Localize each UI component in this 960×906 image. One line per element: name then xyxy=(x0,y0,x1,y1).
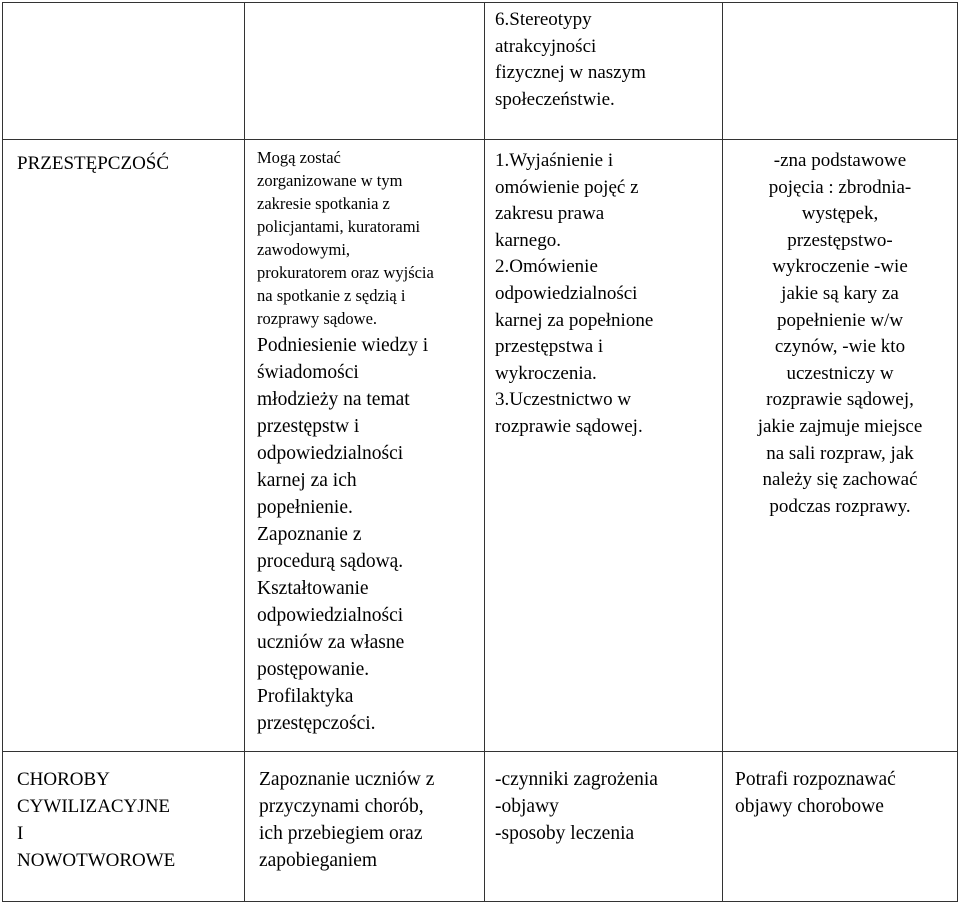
text-line: Potrafi rozpoznawać xyxy=(735,769,896,790)
text-line: młodzieży na temat xyxy=(257,389,410,410)
table-row-top xyxy=(3,3,958,140)
text-line: NOWOTWOROWE xyxy=(17,850,176,871)
description-text xyxy=(245,140,484,745)
text-line: ich przebiegiem oraz xyxy=(259,823,423,844)
top-content-text xyxy=(485,3,722,121)
text-line: zakresu prawa xyxy=(495,203,605,225)
description-text xyxy=(245,752,484,882)
table-row-przestepczosc xyxy=(3,140,958,752)
cell-outcomes xyxy=(723,752,958,902)
content-text xyxy=(485,140,722,449)
text-line: -sposoby leczenia xyxy=(495,823,635,844)
text-line: rozprawie sądowej, xyxy=(766,389,914,411)
text-line: na spotkanie z sędzią i xyxy=(257,286,406,305)
text-line: przyczynami chorób, xyxy=(259,796,424,817)
cell-top-content xyxy=(485,3,723,140)
text-line: odpowiedzialności xyxy=(257,443,404,464)
outcomes-text xyxy=(723,752,957,828)
cell-top-description xyxy=(245,3,485,140)
text-line: prokuratorem oraz wyjścia xyxy=(257,263,434,282)
text-line: pojęcia : zbrodnia- xyxy=(768,176,912,198)
text-line: odpowiedzialności xyxy=(257,605,404,626)
cell-description xyxy=(245,752,485,902)
text-line: Mogą zostać xyxy=(257,148,341,167)
text-line: jakie są kary za xyxy=(781,282,899,304)
category-label xyxy=(3,752,244,874)
text-line: -czynniki zagrożenia xyxy=(495,769,658,790)
cell-top-outcomes xyxy=(723,3,958,140)
text-line: Kształtowanie xyxy=(257,578,369,599)
text-line: przestępstwo- xyxy=(787,229,893,251)
cell-content xyxy=(485,752,723,902)
text-line: -objawy xyxy=(495,796,559,817)
cell-content xyxy=(485,140,723,752)
text-line: fizycznej w naszym xyxy=(495,62,646,84)
text-line: popełnienie w/w xyxy=(776,309,904,331)
text-line: karnej za popełnione xyxy=(495,309,654,331)
text-line: zorganizowane w tym xyxy=(257,171,403,190)
category-label: PRZESTĘPCZOŚĆ xyxy=(17,153,170,174)
cell-top-category xyxy=(3,3,245,140)
text-line: odpowiedzialności xyxy=(495,282,638,304)
text-line: wykroczenia. xyxy=(495,362,597,384)
text-line: wykroczenie -wie xyxy=(772,256,908,278)
text-line: atrakcyjności xyxy=(495,35,597,57)
text-line: rozprawie sądowej. xyxy=(495,415,643,437)
text-line: objawy chorobowe xyxy=(735,796,884,817)
text-line: jakie zajmuje miejsce xyxy=(757,415,923,437)
text-line: zakresie spotkania z xyxy=(257,194,390,213)
text-line: I xyxy=(17,823,24,844)
text-line: zawodowymi, xyxy=(257,240,351,259)
text-line: zapobieganiem xyxy=(259,850,378,871)
text-line: uczestniczy w xyxy=(786,362,894,384)
description-small-block xyxy=(257,146,472,330)
text-line: występek, xyxy=(801,203,879,225)
text-line: społeczeństwie. xyxy=(495,88,615,110)
text-line: 6.Stereotypy xyxy=(495,9,592,30)
text-line: karnego. xyxy=(495,229,561,251)
content-text xyxy=(485,752,722,855)
text-line: uczniów za własne xyxy=(257,632,405,653)
outcomes-text xyxy=(723,140,957,528)
text-line: Zapoznanie z xyxy=(257,524,362,545)
text-line: policjantami, kuratorami xyxy=(257,217,421,236)
text-line: karnej za ich xyxy=(257,470,357,491)
text-line: Profilaktyka xyxy=(257,686,354,707)
cell-description xyxy=(245,140,485,752)
text-line: podczas rozprawy. xyxy=(769,495,911,517)
text-line: Zapoznanie uczniów z xyxy=(259,769,435,790)
text-line: na sali rozpraw, jak xyxy=(766,442,914,464)
curriculum-table xyxy=(2,2,958,902)
text-line: 2.Omówienie xyxy=(495,256,598,278)
text-line: procedurą sądową. xyxy=(257,551,404,572)
text-line: CYWILIZACYJNE xyxy=(17,796,171,817)
cell-outcomes xyxy=(723,140,958,752)
text-line: popełnienie. xyxy=(257,497,353,518)
table-row-choroby xyxy=(3,752,958,902)
text-line: czynów, -wie kto xyxy=(774,336,906,358)
text-line: 3.Uczestnictwo w xyxy=(495,389,632,411)
cell-category xyxy=(3,752,245,902)
text-line: przestępstwa i xyxy=(495,336,604,358)
text-line: świadomości xyxy=(257,362,359,383)
text-line: przestępstw i xyxy=(257,416,360,437)
text-line: przestępczości. xyxy=(257,713,376,734)
text-line: -zna podstawowe xyxy=(773,150,907,171)
text-line: postępowanie. xyxy=(257,659,370,680)
text-line: rozprawy sądowe. xyxy=(257,309,378,328)
text-line: Podniesienie wiedzy i xyxy=(257,335,429,356)
text-line: omówienie pojęć z xyxy=(495,176,639,198)
cell-category xyxy=(3,140,245,752)
text-line: należy się zachować xyxy=(762,469,918,491)
text-line: 1.Wyjaśnienie i xyxy=(495,150,614,171)
description-main-block xyxy=(257,332,472,737)
text-line: CHOROBY xyxy=(17,769,110,790)
